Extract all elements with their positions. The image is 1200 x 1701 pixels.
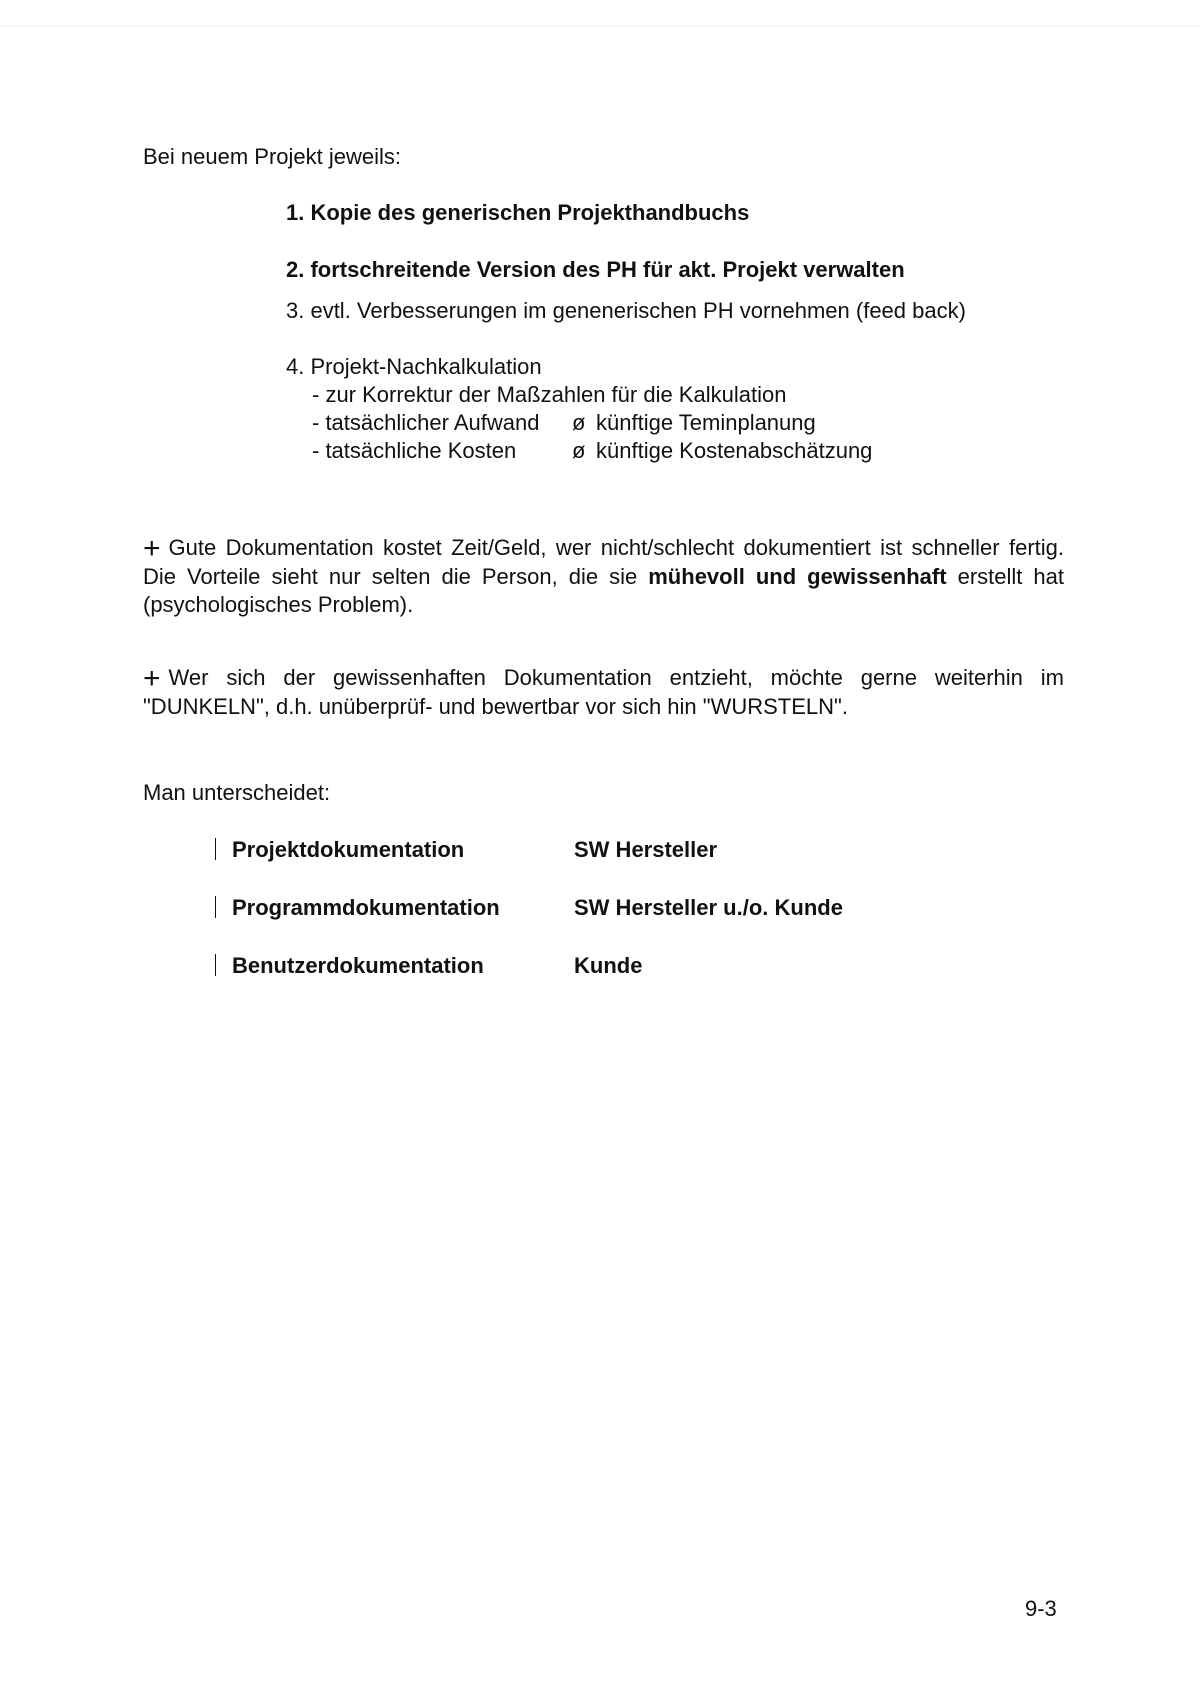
paragraph-1-text: Gute Dokumentation kostet Zeit/Geld, wer nicht/schlecht dokumentiert ist schneller fertig. Die Vorteile sieht nur selten die Person, die sie (143, 535, 1064, 589)
step-2: 2. fortschreitende Version des PH für akt. Projekt verwalten (286, 257, 905, 282)
page-top-edge (0, 26, 1200, 27)
distinction-intro: Man unterscheidet: (143, 780, 331, 805)
doc-type-audience: SW Hersteller (574, 837, 718, 862)
doc-type-audience: Kunde (574, 953, 643, 978)
doc-type-audience: SW Hersteller u./o. Kunde (574, 895, 843, 920)
subitem-2: - tatsächlicher Aufwand (312, 410, 540, 435)
arrow-symbol: ø (572, 410, 586, 435)
subitem-1: - zur Korrektur der Maßzahlen für die Kalkulation (312, 382, 787, 407)
item-marker-icon (215, 838, 216, 860)
subitem-3: - tatsächliche Kosten (312, 438, 517, 463)
item-marker-icon (215, 896, 216, 918)
plus-icon: + (143, 532, 161, 565)
arrow-symbol: ø (572, 438, 586, 463)
intro-text: Bei neuem Projekt jeweils: (143, 144, 402, 169)
step-3: 3. evtl. Verbesserungen im genenerischen PH vornehmen (feed back) (286, 298, 966, 323)
step-4: 4. Projekt-Nachkalkulation (286, 354, 542, 379)
plus-icon: + (143, 662, 161, 695)
item-marker-icon (215, 954, 216, 976)
paragraph-darkness (143, 664, 1064, 721)
doc-type-name: Programmdokumentation (232, 895, 500, 920)
paragraph-1-bold: mühevoll und gewissenhaft (648, 564, 947, 589)
paragraph-documentation-cost (143, 534, 1064, 619)
doc-type-name: Benutzerdokumentation (232, 953, 484, 978)
subitem-3-target: künftige Kostenabschätzung (596, 438, 873, 463)
subitem-2-target: künftige Teminplanung (596, 410, 816, 435)
step-1: 1. Kopie des generischen Projekthandbuchs (286, 200, 750, 225)
doc-type-name: Projektdokumentation (232, 837, 465, 862)
paragraph-2-text: Wer sich der gewissenhaften Dokumentation entzieht, möchte gerne weiterhin im "DUNKELN", d.h. unüberprüf- und bewertbar vor sich hin "WURSTELN". (143, 665, 1064, 719)
paragraph-1-end: erstellt hat (psychologisches Problem). (143, 564, 1064, 617)
page-number: 9-3 (1025, 1596, 1057, 1621)
